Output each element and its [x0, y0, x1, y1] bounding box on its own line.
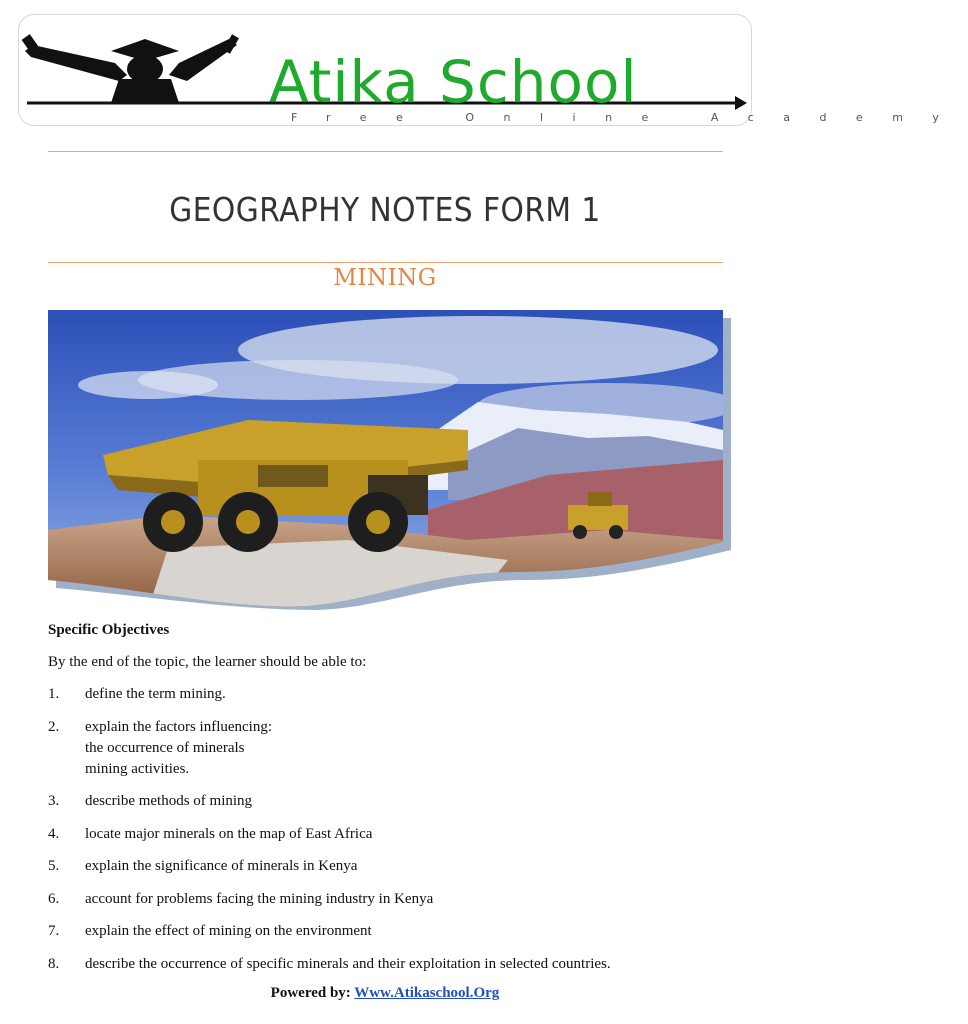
list-item: [48, 889, 728, 910]
list-item-line: the occurrence of minerals: [85, 739, 245, 756]
list-item: [48, 791, 728, 812]
list-item-line: describe the occurrence of specific minerals and their exploitation in selected countries.: [85, 955, 611, 972]
title-divider: [48, 262, 723, 263]
list-item-line: describe methods of mining: [85, 793, 253, 809]
list-item-text: [85, 889, 433, 910]
list-item: [48, 856, 728, 877]
objectives-list: [48, 684, 728, 975]
list-item-number: 6.: [48, 890, 60, 907]
list-item-line: explain the factors influencing:: [85, 718, 273, 735]
list-item-number: 1.: [48, 686, 60, 702]
specific-objectives: [48, 620, 728, 986]
list-item-text: [85, 684, 226, 705]
topic-subtitle: MINING: [333, 265, 437, 291]
list-item-line: locate major minerals on the map of East Africa: [85, 825, 373, 842]
list-item-text: [85, 954, 611, 975]
list-item-number: 2.: [48, 718, 60, 735]
objectives-heading: Specific Objectives: [48, 622, 170, 638]
logo-title: Atika School: [269, 48, 638, 116]
list-item-line: explain the significance of minerals in Kenya: [85, 858, 358, 874]
school-logo: [18, 14, 968, 126]
list-item-text: [85, 856, 357, 877]
page-title: GEOGRAPHY NOTES FORM 1: [169, 190, 601, 229]
logo-tagline: Free Online Academy: [291, 111, 968, 124]
list-item-number: 7.: [48, 923, 60, 939]
list-item-text: [85, 717, 272, 780]
list-item: [48, 954, 728, 975]
list-item-text: [85, 921, 372, 942]
list-item-number: 4.: [48, 825, 60, 842]
list-item-number: 5.: [48, 858, 60, 874]
list-item-text: [85, 791, 252, 812]
list-item: [48, 684, 728, 705]
list-item-line: define the term mining.: [85, 686, 226, 702]
footer-label: Powered by:: [270, 985, 351, 1001]
list-item-number: 8.: [48, 955, 60, 972]
objectives-intro: By the end of the topic, the learner should be able to:: [48, 654, 367, 670]
list-item-text: [85, 824, 372, 845]
list-item-number: 3.: [48, 793, 60, 809]
footer-link[interactable]: Www.Atikaschool.Org: [354, 985, 500, 1001]
list-item-line: account for problems facing the mining industry in Kenya: [85, 890, 434, 907]
top-divider: [48, 151, 723, 152]
list-item: [48, 824, 728, 845]
list-item-line: mining activities.: [85, 760, 190, 777]
mining-truck-photo: [48, 310, 738, 610]
list-item-line: explain the effect of mining on the environment: [85, 923, 372, 939]
list-item: [48, 921, 728, 942]
list-item: [48, 717, 728, 780]
footer: [0, 985, 770, 1002]
